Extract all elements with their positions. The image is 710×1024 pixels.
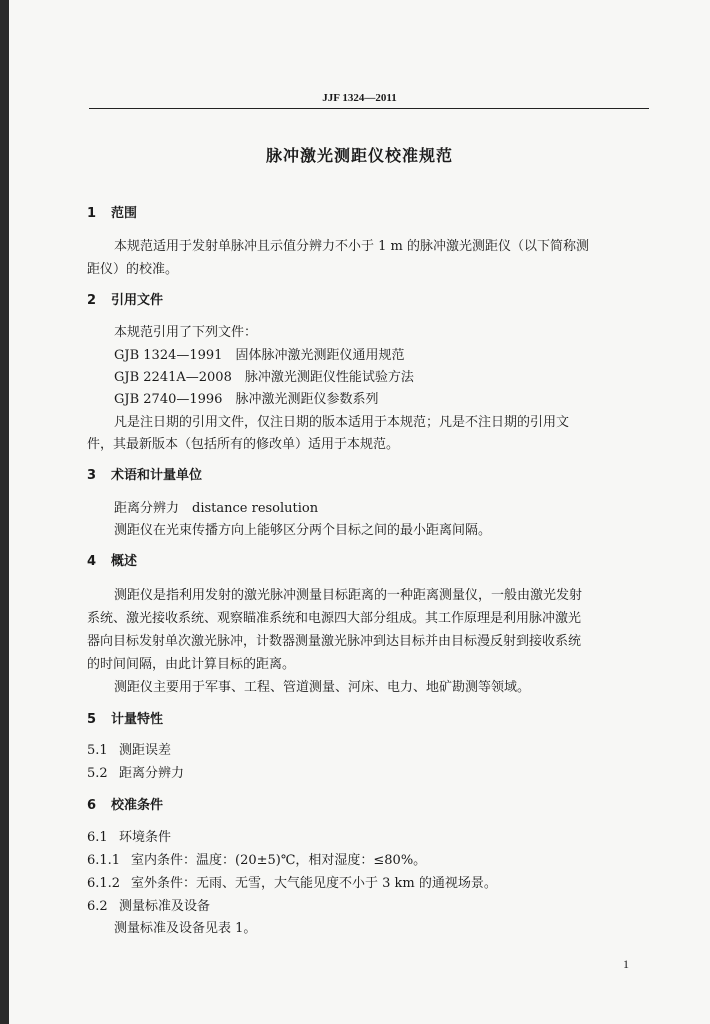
subsection-text: 室内条件：温度：(20±5)℃，相对湿度：≤80%。 [131,853,427,868]
standard-code-header: JJF 1324—2011 [322,92,397,104]
page-number: 1 [623,957,629,971]
section-number: 4 [87,554,97,569]
subsection-number: 5.1 [87,743,108,758]
section-title: 术语和计量单位 [111,468,203,483]
section-4-heading [87,550,137,569]
subsection-number: 6.1.1 [87,853,121,868]
subsection-number: 5.2 [87,766,108,781]
paragraph-line: 器向目标发射单次激光脉冲，计数器测量激光脉冲到达目标并由目标漫反射到接收系统 [87,634,582,649]
subsection-item [87,849,426,868]
reference-item: GJB 2740—1996 脉冲激光测距仪参数系列 [114,392,379,407]
paragraph-line: 系统、激光接收系统、观察瞄准系统和电源四大部分组成。其工作原理是利用脉冲激光 [87,611,582,626]
document-page [9,0,710,1024]
section-number: 2 [87,293,97,308]
section-number: 3 [87,468,97,483]
subsection-number: 6.2 [87,899,108,914]
section-number: 6 [87,798,97,813]
subsection-number: 6.1 [87,830,108,845]
subsection-title: 距离分辨力 [119,766,185,781]
paragraph-line: 件，其最新版本（包括所有的修改单）适用于本规范。 [87,437,400,452]
paragraph-line: 凡是注日期的引用文件，仅注日期的版本适用于本规范；凡是不注日期的引用文 [114,415,570,430]
section-5-heading [87,708,163,727]
section-number: 5 [87,712,97,727]
subsection-item [87,895,210,914]
subsection-title: 测量标准及设备 [119,899,211,914]
document-title: 脉冲激光测距仪校准规范 [265,146,453,165]
header-rule [89,108,649,109]
section-title: 计量特性 [111,712,164,727]
paragraph-line: 本规范适用于发射单脉冲且示值分辨力不小于 1 m 的脉冲激光测距仪（以下简称测 [114,239,589,254]
subsection-item [87,826,171,845]
paragraph-line: 距仪）的校准。 [87,262,179,277]
term-entry: 距离分辨力 distance resolution [114,501,319,516]
section-title: 引用文件 [111,293,164,308]
paragraph-line: 测距仪主要用于军事、工程、管道测量、河床、电力、地矿勘测等领域。 [114,680,531,695]
paragraph-line: 测距仪是指利用发射的激光脉冲测量目标距离的一种距离测量仪，一般由激光发射 [114,588,583,603]
subsection-item [87,739,171,758]
paragraph-line: 本规范引用了下列文件： [114,325,258,340]
section-6-heading [87,794,163,813]
section-2-heading [87,289,163,308]
section-1-heading [87,202,137,221]
scan-left-edge [0,0,9,1024]
subsection-number: 6.1.2 [87,876,121,891]
term-definition: 测距仪在光束传播方向上能够区分两个目标之间的最小距离间隔。 [114,523,492,538]
subsection-title: 测距误差 [119,743,172,758]
reference-item: GJB 1324—1991 固体脉冲激光测距仪通用规范 [114,348,405,363]
subsection-title: 环境条件 [119,830,172,845]
section-title: 校准条件 [111,798,164,813]
paragraph-line: 的时间间隔，由此计算目标的距离。 [87,657,296,672]
subsection-item [87,872,497,891]
section-title: 范围 [111,206,138,221]
section-3-heading [87,464,202,483]
subsection-item [87,762,184,781]
section-number: 1 [87,206,97,221]
section-title: 概述 [111,554,138,569]
reference-item: GJB 2241A—2008 脉冲激光测距仪性能试验方法 [114,370,414,385]
paragraph-line: 测量标准及设备见表 1。 [114,921,257,936]
subsection-text: 室外条件：无雨、无雪，大气能见度不小于 3 km 的通视场景。 [131,876,497,891]
